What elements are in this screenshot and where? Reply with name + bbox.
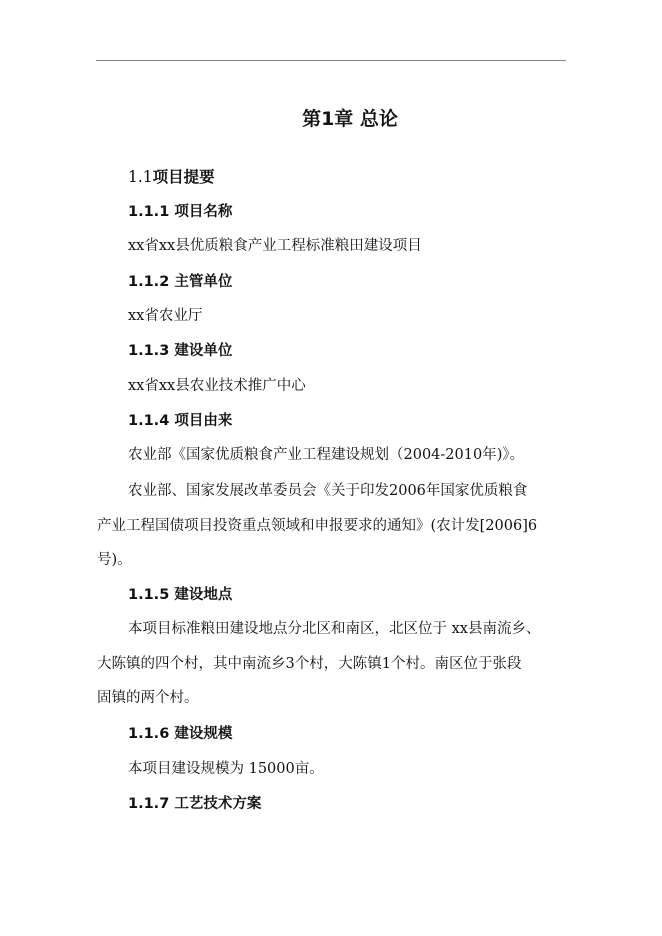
subsection-heading: 1.1.5 建设地点 <box>128 587 233 603</box>
paragraph-line: 固镇的两个村。 <box>97 690 199 706</box>
paragraph-line: 农业部《国家优质粮食产业工程建设规划（2004-2010年)》。 <box>128 447 525 463</box>
subsection-heading: 1.1.7 工艺技术方案 <box>128 796 262 812</box>
subsection-heading: 1.1.2 主管单位 <box>128 274 233 290</box>
paragraph-line: xx省xx县优质粮食产业工程标准粮田建设项目 <box>128 238 422 254</box>
paragraph-line: 号)。 <box>97 552 132 568</box>
subsection-heading: 1.1.3 建设单位 <box>128 343 233 359</box>
paragraph-line: xx省农业厅 <box>128 308 203 324</box>
paragraph-line: 本项目建设规模为 15000亩。 <box>128 761 324 777</box>
subsection-heading: 1.1.4 项目由来 <box>128 413 233 429</box>
subsection-heading: 1.1.1 项目名称 <box>128 204 233 220</box>
section-heading <box>128 165 215 187</box>
paragraph-line: 本项目标准粮田建设地点分北区和南区，北区位于 xx县南流乡、 <box>128 621 541 637</box>
subsection-heading: 1.1.6 建设规模 <box>128 726 233 742</box>
header-rule <box>96 60 566 61</box>
paragraph-line: 农业部、国家发展改革委员会《关于印发2006年国家优质粮食 <box>128 483 528 499</box>
section-number: 1.1 <box>128 168 153 186</box>
paragraph-line: xx省xx县农业技术推广中心 <box>128 378 306 394</box>
section-title: 项目提要 <box>152 168 215 186</box>
paragraph-line: 大陈镇的四个村，其中南流乡3个村，大陈镇1个村。南区位于张段 <box>97 656 522 672</box>
paragraph-line: 产业工程国债项目投资重点领域和申报要求的通知》(农计发[2006]6 <box>97 518 538 534</box>
chapter-title: 第1章 总论 <box>302 108 398 130</box>
